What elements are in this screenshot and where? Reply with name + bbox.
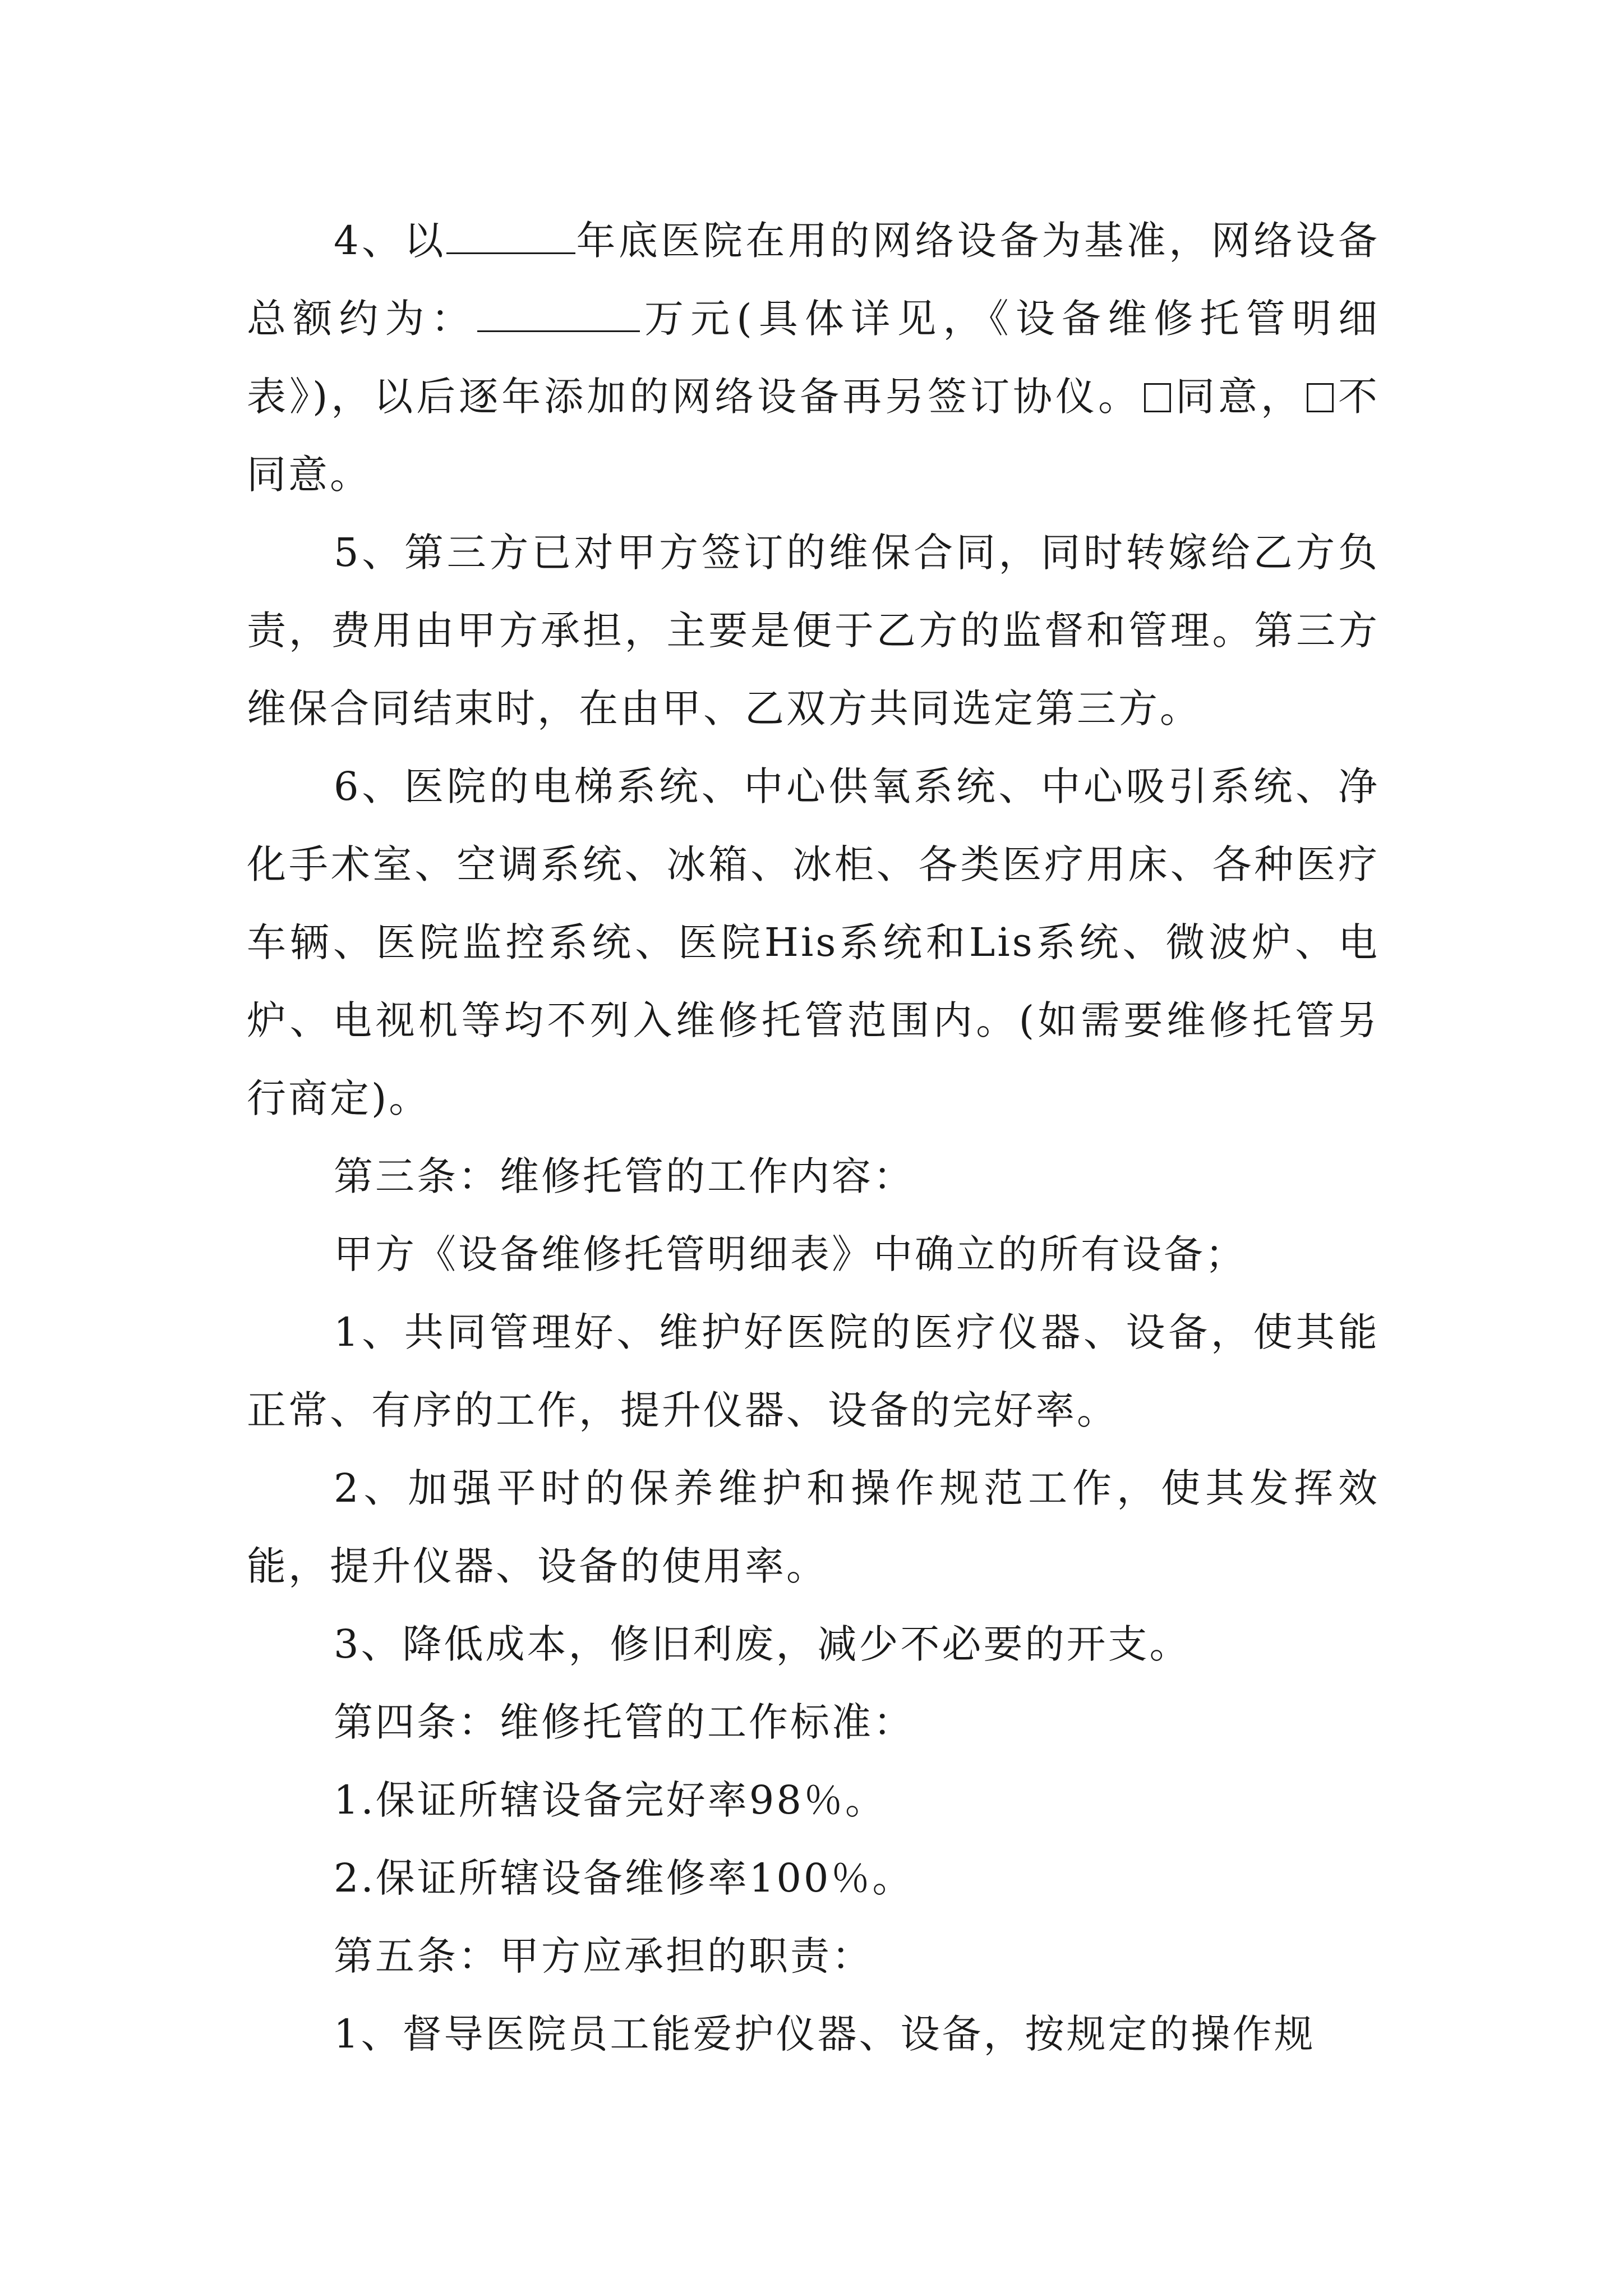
paragraph-item-4 xyxy=(247,202,1380,514)
item4-text-3: 万元(具体详见，《设备维修托管明细表》)，以后逐年添加的网络设备再另签订协仪。 xyxy=(247,296,1380,420)
article-5-heading: 第五条：甲方应承担的职责： xyxy=(334,1933,873,1979)
agree-checkbox[interactable] xyxy=(1144,383,1171,412)
article-3-item: 3、降低成本，修旧利废，减少不必要的开支。 xyxy=(334,1621,1191,1667)
article-4-heading: 第四条：维修托管的工作标准： xyxy=(334,1699,915,1745)
article-4-item: 1.保证所辖设备完好率98％。 xyxy=(334,1777,887,1823)
agree-label: 同意， xyxy=(1174,374,1304,420)
article-3-item: 2、加强平时的保养维护和操作规范工作，使其发挥效能，提升仪器、设备的使用率。 xyxy=(247,1465,1380,1589)
item4-text-1: 4、以 xyxy=(334,218,446,264)
article-5-item: 1、督导医院员工能爱护仪器、设备，按规定的操作规 xyxy=(334,2011,1316,2057)
article-4-item: 2.保证所辖设备维修率100％。 xyxy=(334,1855,914,1901)
article-3-item: 1、共同管理好、维护好医院的医疗仪器、设备，使其能正常、有序的工作，提升仪器、设备的完好率。 xyxy=(247,1309,1380,1433)
article-3-heading: 第三条：维修托管的工作内容： xyxy=(334,1153,915,1199)
amount-blank-field[interactable] xyxy=(477,296,640,332)
paragraph-item-5: 5、第三方已对甲方签订的维保合同，同时转嫁给乙方负责，费用由甲方承担，主要是便于乙方的监督和管理。第三方维保合同结束时，在由甲、乙双方共同选定第三方。 xyxy=(247,530,1380,731)
disagree-checkbox[interactable] xyxy=(1307,383,1334,412)
document-body xyxy=(247,202,1380,2073)
year-blank-field[interactable] xyxy=(446,218,575,254)
item4-text-2: 年底医院在用的网络设备为基准，网络设备总额约为： xyxy=(247,218,1380,342)
paragraph-item-6: 6、医院的电梯系统、中心供氧系统、中心吸引系统、净化手术室、空调系统、冰箱、冰柜、各类医疗用床、各种医疗车辆、医院监控系统、医院His系统和Lis系统、微波炉、电炉、电视机等均不列入维修托管范围内。(如需要维修托管另行商定)。 xyxy=(247,763,1380,1121)
article-3-intro: 甲方《设备维修托管明细表》中确立的所有设备； xyxy=(334,1231,1247,1277)
disagree-label: 不同意。 xyxy=(247,374,1380,498)
